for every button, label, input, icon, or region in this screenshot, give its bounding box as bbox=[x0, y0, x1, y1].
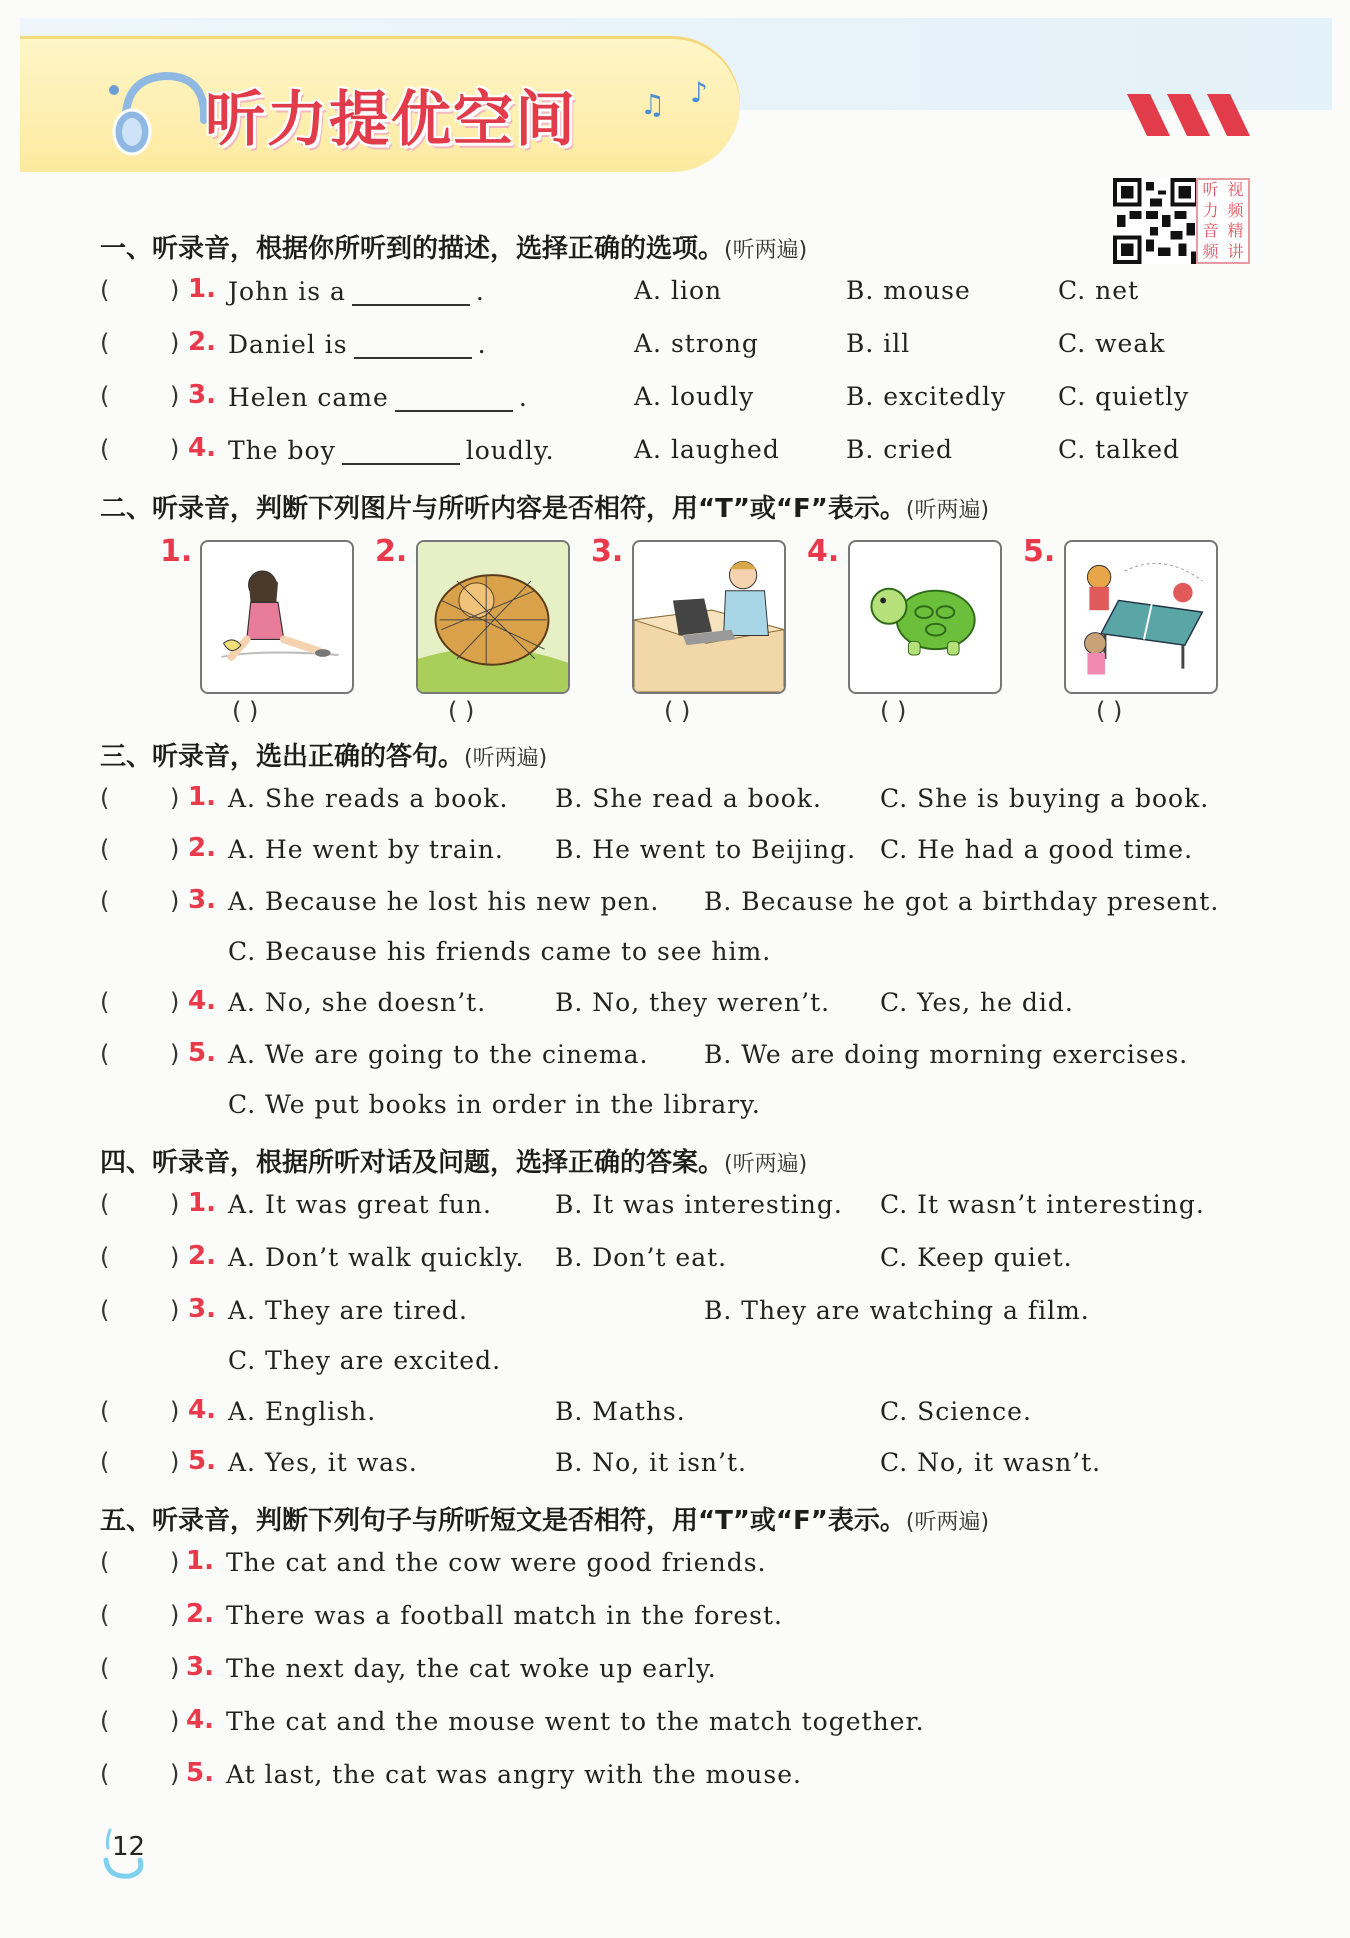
answer-paren-open[interactable]: ( bbox=[100, 1296, 110, 1324]
answer-blank[interactable] bbox=[395, 382, 513, 412]
picture-number: 3. bbox=[591, 534, 624, 569]
answer-paren-open[interactable]: ( bbox=[100, 1243, 110, 1271]
section-3-title: 三、听录音，选出正确的答句。(听两遍) bbox=[100, 742, 548, 772]
picture-number: 4. bbox=[807, 534, 840, 569]
picture-turtle bbox=[848, 540, 1002, 694]
answer-paren-open[interactable]: ( bbox=[100, 835, 110, 863]
picture-number: 2. bbox=[375, 534, 408, 569]
answer-blank[interactable] bbox=[352, 276, 470, 306]
answer-paren-open[interactable]: ( bbox=[100, 1707, 110, 1735]
answer-paren-open[interactable]: ( bbox=[100, 1040, 110, 1068]
music-note-icon: ♫ bbox=[640, 88, 666, 121]
answer-paren-open[interactable]: ( bbox=[100, 887, 110, 915]
picture-lion-net bbox=[416, 540, 570, 694]
picture-animals-table-tennis bbox=[1064, 540, 1218, 694]
headphone-icon bbox=[106, 68, 214, 158]
section-4-title: 四、听录音，根据所听对话及问题，选择正确的答案。(听两遍) bbox=[100, 1148, 808, 1178]
answer-paren-open[interactable]: ( bbox=[100, 988, 110, 1016]
answer-parentheses[interactable]: ( ) bbox=[1096, 697, 1123, 725]
section-2-title: 二、听录音，判断下列图片与所听内容是否相符，用“T”或“F”表示。(听两遍) bbox=[100, 494, 990, 524]
answer-blank[interactable] bbox=[354, 329, 472, 359]
answer-paren-open[interactable]: ( bbox=[100, 1760, 110, 1788]
section-5-title: 五、听录音，判断下列句子与所听短文是否相符，用“T”或“F”表示。(听两遍) bbox=[100, 1506, 990, 1536]
answer-parentheses[interactable]: ( ) bbox=[448, 697, 475, 725]
picture-girl-hurt bbox=[200, 540, 354, 694]
picture-number: 5. bbox=[1023, 534, 1056, 569]
decorative-stripes bbox=[1122, 90, 1252, 140]
section-1-title: 一、听录音，根据你所听到的描述，选择正确的选项。(听两遍) bbox=[100, 234, 808, 264]
qr-code-icon[interactable] bbox=[1113, 178, 1199, 264]
answer-blank[interactable] bbox=[342, 435, 460, 465]
answer-paren-open[interactable]: ( bbox=[100, 1448, 110, 1476]
section-banner-title: 听力提优空间 bbox=[205, 85, 577, 155]
answer-paren-open[interactable]: ( bbox=[100, 1654, 110, 1682]
answer-paren-open[interactable]: ( bbox=[100, 1601, 110, 1629]
answer-parentheses[interactable]: ( ) bbox=[664, 697, 691, 725]
answer-paren-open[interactable]: ( bbox=[100, 1548, 110, 1576]
answer-parentheses[interactable]: ( ) bbox=[232, 697, 259, 725]
qr-video-label[interactable]: 听 视 力 频 音 精 频 讲 bbox=[1196, 178, 1250, 264]
answer-paren-open[interactable]: ( bbox=[100, 784, 110, 812]
answer-paren-open[interactable]: ( bbox=[100, 1397, 110, 1425]
picture-man-computer bbox=[632, 540, 786, 694]
picture-number: 1. bbox=[160, 534, 193, 569]
music-note-icon: ♪ bbox=[690, 76, 708, 109]
page-number: 12 bbox=[112, 1832, 146, 1862]
answer-paren-open[interactable]: ( bbox=[100, 1190, 110, 1218]
answer-parentheses[interactable]: ( ) bbox=[880, 697, 907, 725]
